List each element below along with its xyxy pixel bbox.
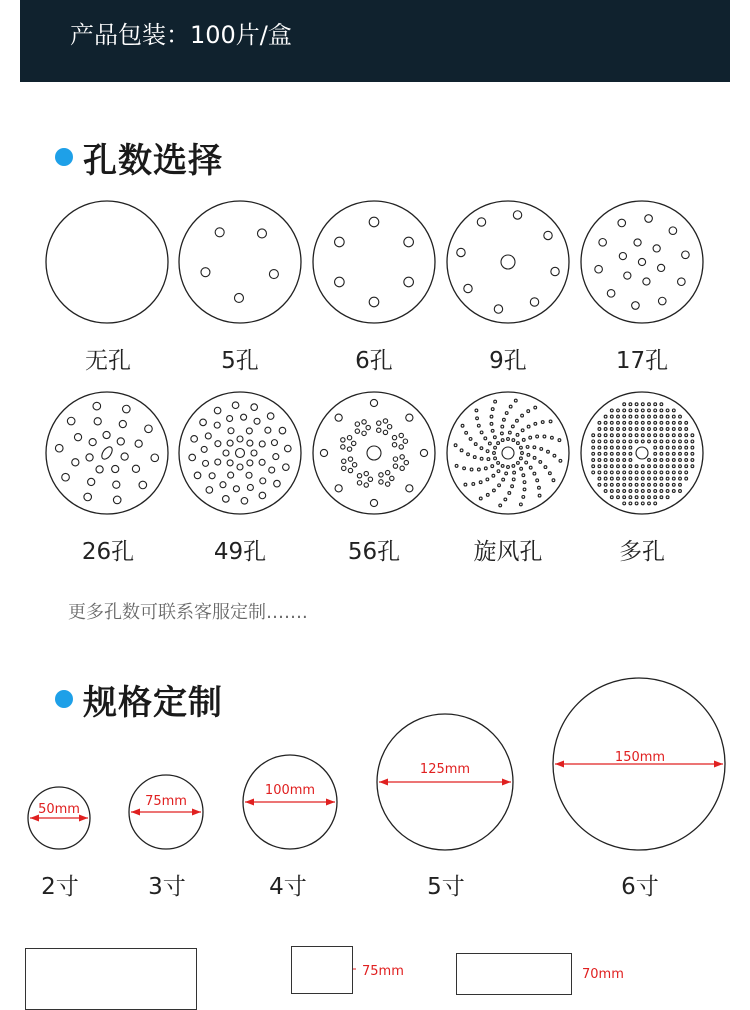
size-label: 4寸 (269, 874, 307, 900)
rect-dimension-label: 75mm (362, 964, 404, 979)
hole-option-label: 5孔 (221, 348, 259, 374)
size-label: 6寸 (621, 874, 659, 900)
dimension-label: 125mm (419, 762, 471, 777)
hole-option-label: 49孔 (213, 539, 267, 565)
hole-option-label: 9孔 (489, 348, 527, 374)
sanding-disc (179, 392, 301, 514)
dimension-label: 100mm (264, 783, 316, 798)
sanding-disc (46, 201, 168, 323)
size-label: 3寸 (148, 874, 186, 900)
sanding-disc (313, 201, 435, 323)
sanding-disc (313, 392, 435, 514)
packaging-text: 产品包装：100片/盒 (70, 21, 292, 49)
hole-option-label: 17孔 (615, 348, 669, 374)
sanding-disc (179, 201, 301, 323)
sanding-disc (46, 392, 168, 514)
size-label: 5寸 (427, 874, 465, 900)
hole-option-label: 无孔 (85, 348, 131, 374)
hole-option-label: 旋风孔 (473, 539, 543, 565)
sanding-disc (447, 201, 569, 323)
rectangle-pad-outline (456, 953, 572, 995)
hole-option-label: 6孔 (355, 348, 393, 374)
dimension-label: 50mm (38, 802, 80, 817)
size-label: 2寸 (41, 874, 79, 900)
rect-dimension-label: 70mm (582, 967, 624, 982)
dimension-label: 150mm (614, 750, 666, 765)
sanding-disc (447, 392, 569, 514)
size-section-title (55, 677, 223, 721)
rectangle-pad-outline (25, 948, 197, 1010)
hole-option-label: 多孔 (619, 539, 665, 565)
hole-option-label: 56孔 (347, 539, 401, 565)
holes-title-text: 孔数选择 (83, 140, 223, 181)
bullet-icon (55, 690, 73, 708)
square-pad-outline (291, 946, 353, 994)
more-holes-note: 更多孔数可联系客服定制……. (68, 602, 308, 623)
hole-option-label: 26孔 (81, 539, 135, 565)
size-title-text: 规格定制 (83, 682, 223, 723)
sanding-disc (581, 201, 703, 323)
dimension-label: 75mm (145, 794, 187, 809)
